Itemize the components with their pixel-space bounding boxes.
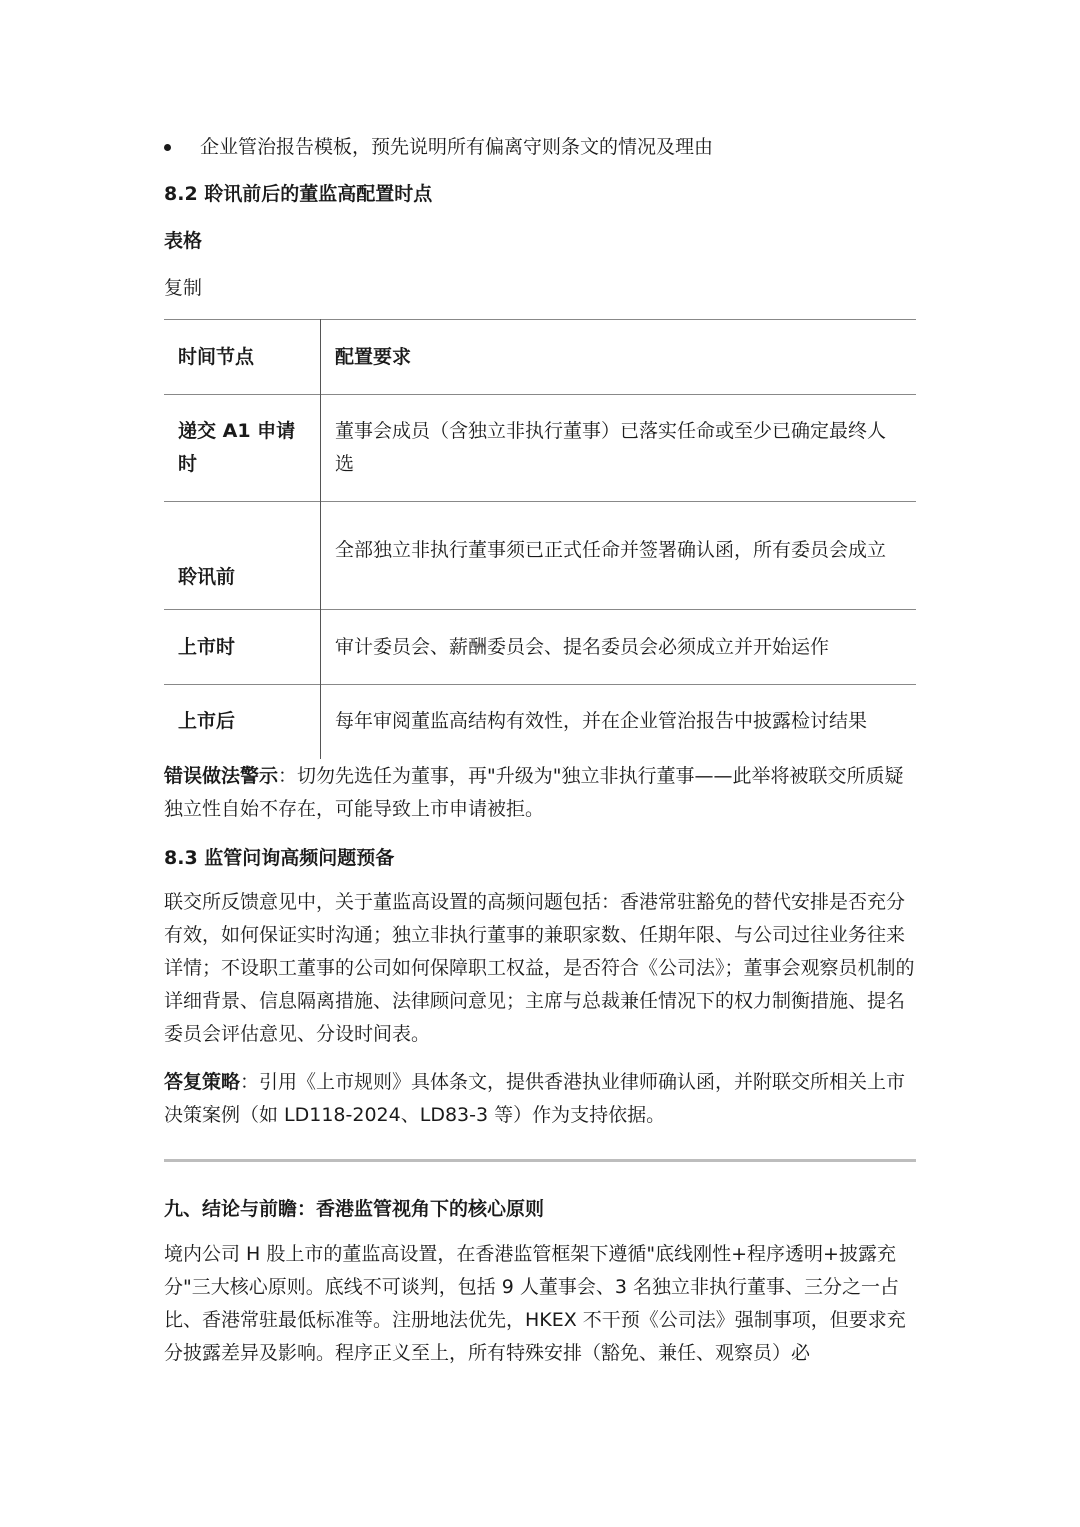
section-8-2-heading: 8.2 聆讯前后的董监高配置时点 <box>164 183 433 205</box>
table-row <box>164 610 916 685</box>
section-8-3-heading: 8.3 监管问询高频问题预备 <box>164 847 395 869</box>
section-9-heading: 九、结论与前瞻：香港监管视角下的核心原则 <box>164 1198 545 1220</box>
row-requirement: 全部独立非执行董事须已正式任命并签署确认函，所有委员会成立 <box>335 539 887 561</box>
reply-text: ：引用《上市规则》具体条文，提供香港执业律师确认函，并附联交所相关上市决策案例（如 LD118-2024、LD83-3 等）作为支持依据。 <box>164 1071 906 1126</box>
row-time-node: 上市时 <box>164 610 321 685</box>
row-time-node: 递交 A1 申请时 <box>164 395 321 502</box>
row-time-node: 上市后 <box>164 685 321 759</box>
warning-paragraph <box>164 760 916 826</box>
config-timing-table <box>164 319 916 759</box>
header-requirement: 配置要求 <box>335 345 412 368</box>
reply-strategy-paragraph <box>164 1066 916 1132</box>
table-row <box>164 395 916 502</box>
header-time-node: 时间节点 <box>164 320 321 395</box>
section-divider <box>164 1159 916 1162</box>
row-requirement: 审计委员会、薪酬委员会、提名委员会必须成立并开始运作 <box>335 635 830 658</box>
table-label: 表格 <box>164 230 203 252</box>
reply-label: 答复策略 <box>164 1071 241 1093</box>
config-table-wrapper <box>164 319 916 759</box>
row-requirement: 董事会成员（含独立非执行董事）已落实任命或至少已确定最终人选 <box>335 420 887 475</box>
section-9-body: 境内公司 H 股上市的董监高设置，在香港监管框架下遵循"底线刚性+程序透明+披露充分"三大核心原则。底线不可谈判，包括 9 人董事会、3 名独立非执行董事、三分之一占比、香港常驻最低标准等。注册地法优先，HKEX 不干预《公司法》强制事项，但要求充分披露差异及影响。程序正义至上，所有特殊安排（豁免、兼任、观察员）必 <box>164 1243 906 1364</box>
table-row <box>164 685 916 759</box>
row-requirement: 每年审阅董监高结构有效性，并在企业管治报告中披露检讨结果 <box>335 710 868 733</box>
section-8-3-body: 联交所反馈意见中，关于董监高设置的高频问题包括：香港常驻豁免的替代安排是否充分有效，如何保证实时沟通；独立非执行董事的兼职家数、任期年限、与公司过往业务往来详情；不设职工董事的公司如何保障职工权益，是否符合《公司法》；董事会观察员机制的详细背景、信息隔离措施、法律顾问意见；主席与总裁兼任情况下的权力制衡措施、提名委员会评估意见、分设时间表。 <box>164 891 915 1045</box>
bullet-list-item: 企业管治报告模板，预先说明所有偏离守则条文的情况及理由 <box>200 133 916 161</box>
warning-text: ：切勿先选任为董事，再"升级为"独立非执行董事——此举将被联交所质疑独立性自始不存在，可能导致上市申请被拒。 <box>164 765 904 820</box>
table-row <box>164 502 916 610</box>
row-time-node: 聆讯前 <box>164 502 321 610</box>
copy-button[interactable]: 复制 <box>164 277 203 299</box>
table-header-row <box>164 320 916 395</box>
warning-label: 错误做法警示 <box>164 765 279 787</box>
